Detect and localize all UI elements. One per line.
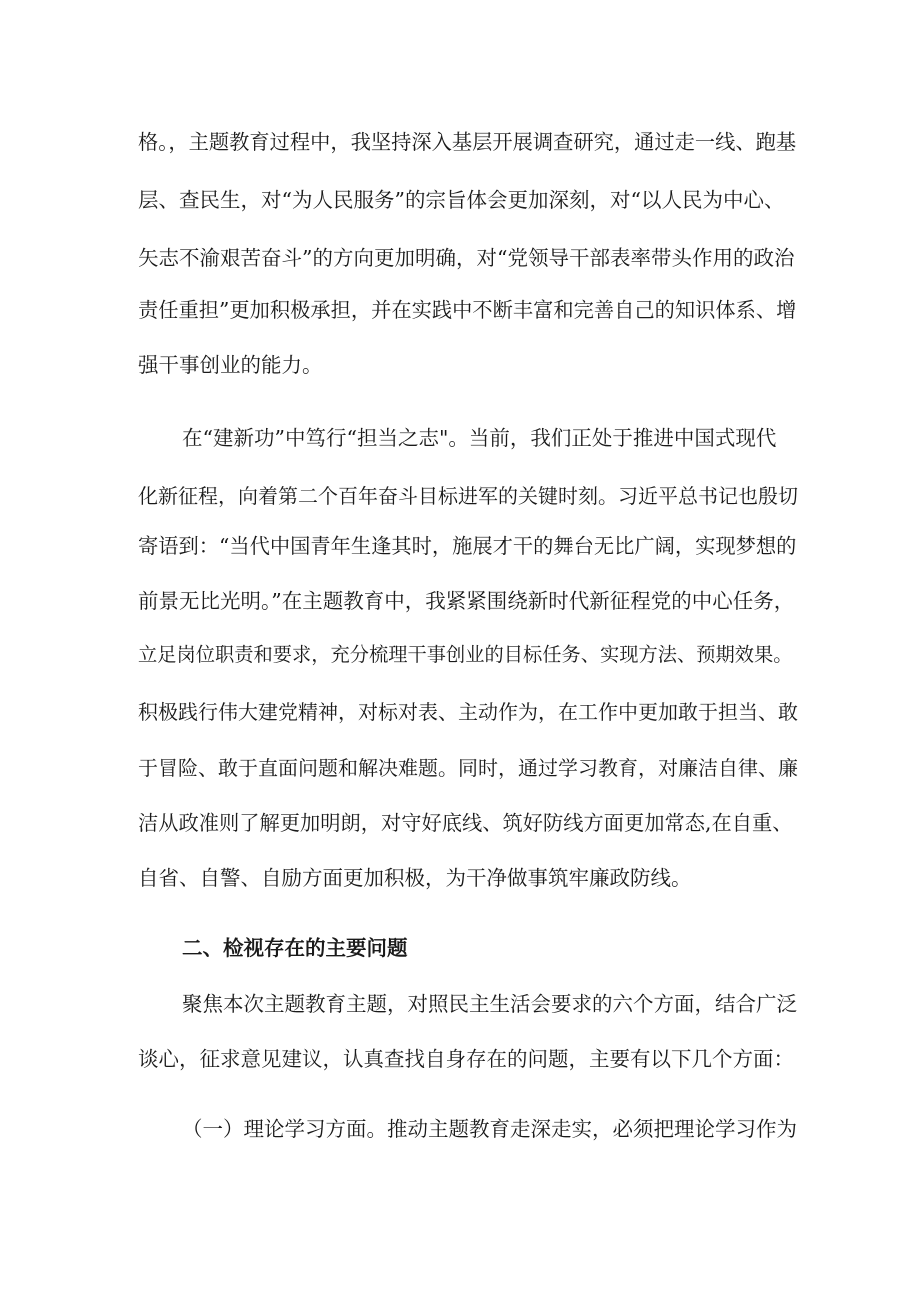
paragraph-3-line-2: 谈心，征求意见建议，认真查找自身存在的问题，主要有以下几个方面： (138, 1047, 794, 1071)
section-heading: 二、检视存在的主要问题 (182, 936, 408, 960)
paragraph-2-line-2: 化新征程，向着第二个百年奋斗目标进军的关键时刻。习近平总书记也殷切 (138, 484, 798, 508)
paragraph-2-line-9: 自省、自警、自励方面更加积极，为干净做事筑牢廉政防线。 (138, 866, 692, 890)
paragraph-2-line-7: 于冒险、敢于直面问题和解决难题。同时，通过学习教育，对廉洁自律、廉 (138, 756, 798, 780)
paragraph-2-line-4: 前景无比光明。”在主题教育中，我紧紧围绕新时代新征程党的中心任务， (138, 589, 795, 613)
paragraph-3-line-1: 聚焦本次主题教育主题，对照民主生活会要求的六个方面，结合广泛 (182, 992, 797, 1016)
paragraph-1-line-5: 强干事创业的能力。 (138, 353, 323, 377)
paragraph-1-line-3: 矢志不渝艰苦奋斗”的方向更加明确，对“党领导干部表率带头作用的政治 (138, 246, 795, 270)
paragraph-4-line-1: （一）理论学习方面。推动主题教育走深走实，必须把理论学习作为 (182, 1117, 797, 1141)
paragraph-1-line-4: 责任重担”更加积极承担，并在实践中不断丰富和完善自己的知识体系、增 (138, 298, 797, 322)
paragraph-2-line-1: 在“建新功”中笃行“担当之志"。当前，我们正处于推进中国式现代 (182, 426, 777, 450)
paragraph-2-line-3: 寄语到：“当代中国青年生逢其时，施展才干的舞台无比广阔，实现梦想的 (138, 534, 797, 558)
paragraph-2-line-8: 洁从政准则了解更加明朗，对守好底线、筑好防线方面更加常态,在自重、 (138, 811, 793, 835)
paragraph-2-line-5: 立足岗位职责和要求，充分梳理干事创业的目标任务、实现方法、预期效果。 (138, 643, 793, 666)
paragraph-2-line-6: 积极践行伟大建党精神，对标对表、主动作为，在工作中更加敢于担当、敢 (138, 700, 798, 724)
paragraph-1-line-2: 层、查民生，对“为人民服务”的宗旨体会更加深刻，对“以人民为中心、 (138, 188, 785, 212)
paragraph-1-line-1: 格。，主题教育过程中，我坚持深入基层开展调查研究，通过走一线、跑基 (138, 130, 797, 154)
